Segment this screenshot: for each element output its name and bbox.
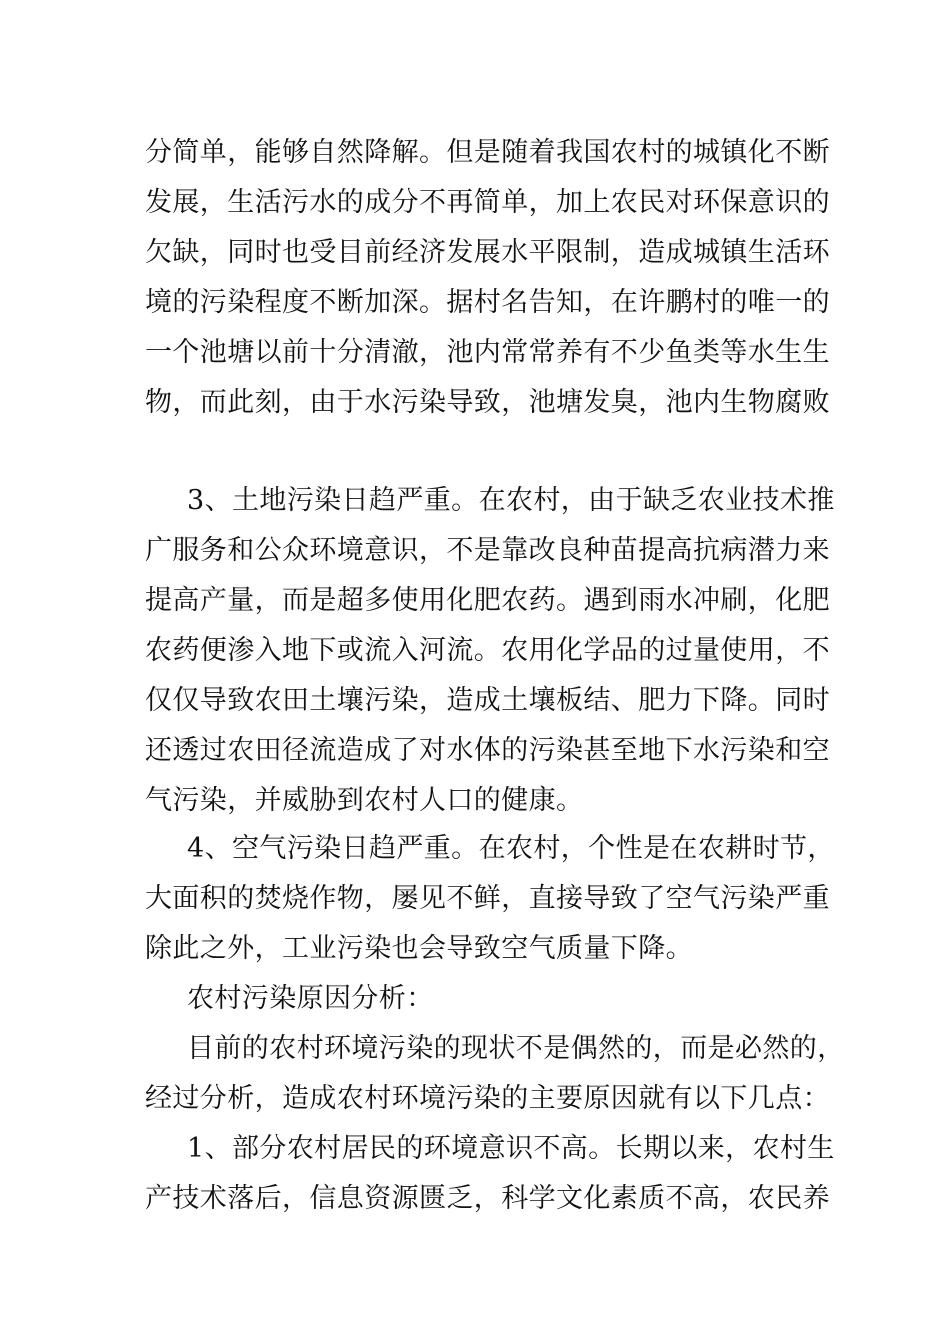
- text-line: 分简单，能够自然降解。但是随着我国农村的城镇化不断: [145, 137, 830, 168]
- text-line: 一个池塘以前十分清澈，池内常常养有不少鱼类等水生生: [145, 337, 830, 368]
- text-line: 农药便渗入地下或流入河流。农用化学品的过量使用，不: [145, 635, 830, 666]
- text-line: 3、土地污染日趋严重。在农村，由于缺乏农业技术推: [187, 485, 835, 516]
- text-line: 物，而此刻，由于水污染导致，池塘发臭，池内生物腐败: [145, 387, 830, 418]
- text-line: 1、部分农村居民的环境意识不高。长期以来，农村生: [187, 1133, 835, 1164]
- text-line: 除此之外，工业污染也会导致空气质量下降。: [145, 933, 693, 964]
- text-line: 目前的农村环境污染的现状不是偶然的，而是必然的，: [187, 1033, 845, 1064]
- text-line: 广服务和公众环境意识，不是靠改良种苗提高抗病潜力来: [145, 535, 830, 566]
- text-line: 气污染，并威胁到农村人口的健康。: [145, 785, 584, 816]
- text-line: 产技术落后，信息资源匮乏，科学文化素质不高，农民养: [145, 1183, 830, 1214]
- text-line: 4、空气污染日趋严重。在农村，个性是在农耕时节，: [187, 833, 835, 864]
- text-line: 经过分析，造成农村环境污染的主要原因就有以下几点：: [145, 1083, 830, 1114]
- text-line: 仅仅导致农田土壤污染，造成土壤板结、肥力下降。同时: [145, 685, 830, 716]
- text-line: 发展，生活污水的成分不再简单，加上农民对环保意识的: [145, 187, 830, 218]
- text-line: 提高产量，而是超多使用化肥农药。遇到雨水冲刷，化肥: [145, 585, 830, 616]
- text-line: 还透过农田径流造成了对水体的污染甚至地下水污染和空: [145, 735, 830, 766]
- section-heading: 农村污染原因分析：: [187, 983, 434, 1014]
- text-line: 境的污染程度不断加深。据村名告知，在许鹏村的唯一的: [145, 287, 830, 318]
- text-line: 大面积的焚烧作物，屡见不鲜，直接导致了空气污染严重: [145, 883, 830, 914]
- text-line: 欠缺，同时也受目前经济发展水平限制，造成城镇生活环: [145, 237, 830, 268]
